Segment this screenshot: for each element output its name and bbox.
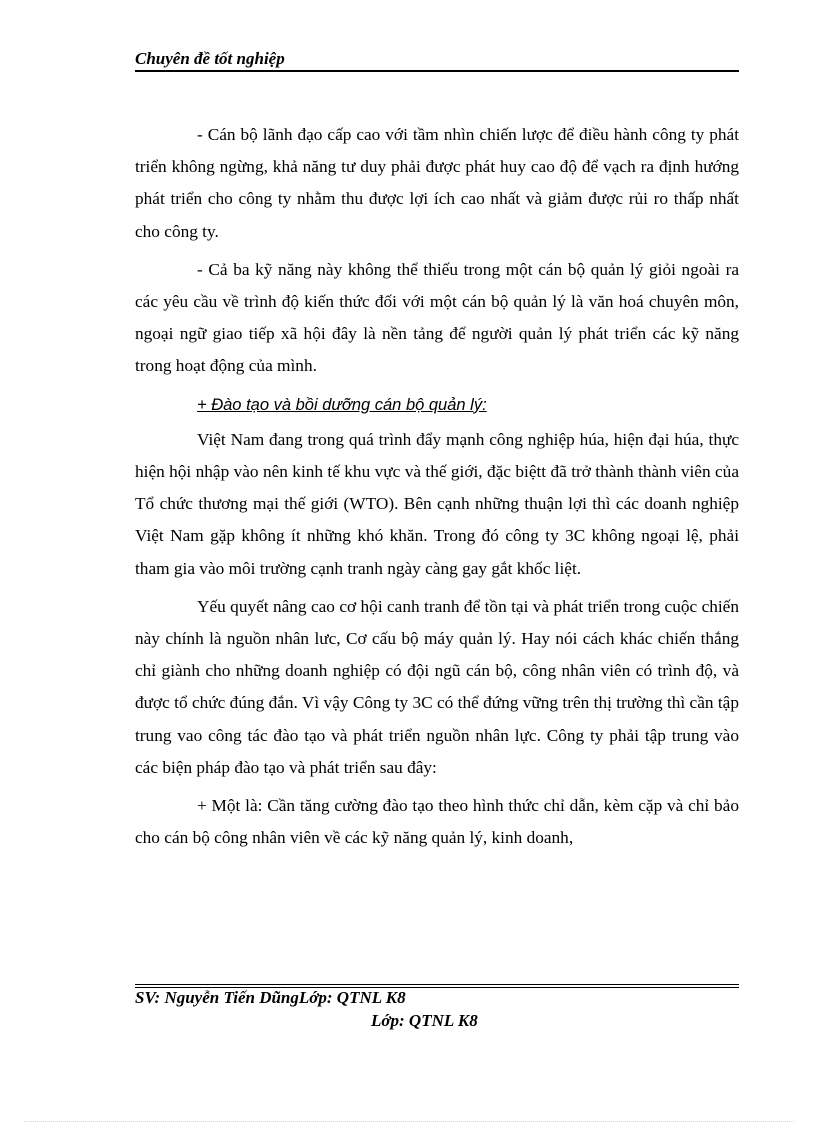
footer-student-info: SV: Nguyễn Tiến DũngLớp: QTNL K8 [135, 988, 406, 1007]
paragraph-competition: Yếu quyết nâng cao cơ hội canh tranh để tồn tại và phát triển trong cuộc chiến này chính là nguồn nhân lưc, Cơ cấu bộ máy quản lý. Hay nói cách khác chiến thắng chỉ giành cho những doanh nghiệp có đội ngũ cán bộ, công nhân viên có trình độ, và được tổ chức đúng đắn. Vì vậy Công ty 3C có thể đứng vững trên thị trường thì cần tập trung vao công tác đào tạo và phát triển nguồn nhân lực. Công ty phải tập trung vào các biện pháp đào tạo và phát triển sau đây: [135, 596, 739, 777]
paragraph-leadership: - Cán bộ lãnh đạo cấp cao với tầm nhìn chiến lược để điều hành công ty phát triển không ngừng, khả năng tư duy phải được phát huy cao độ để vạch ra định hướng phát triển cho công ty nhằm thu được lợi ích cao nhất và giảm được rủi ro thấp nhất cho công ty. [135, 125, 739, 241]
paragraph-measure-one: + Một là: Cần tăng cường đào tạo theo hình thức chỉ dẫn, kèm cặp và chỉ bảo cho cán bộ công nhân viên về các kỹ năng quản lý, kinh doanh, [135, 796, 739, 848]
paragraph-skills: - Cả ba kỹ năng này không thể thiếu trong một cán bộ quản lý giỏi ngoài ra các yêu cầu về trình độ kiến thức đối với một cán bộ quản lý là văn hoá chuyên môn, ngoại ngữ giao tiếp xã hội đây là nền tảng để người quản lý phát triển các kỹ năng trong hoạt động của mình. [135, 259, 739, 376]
page-bottom-edge [24, 1121, 794, 1122]
header-divider [135, 70, 739, 72]
page-header-title: Chuyên đề tốt nghiệp [135, 49, 285, 68]
body-text [135, 119, 739, 860]
footer-class-info: Lớp: QTNL K8 [371, 1011, 478, 1030]
section-heading-training: + Đào tạo và bồi dưỡng cán bộ quản lý: [197, 395, 487, 414]
paragraph-vietnam-integration: Việt Nam đang trong quá trình đẩy mạnh công nghiệp húa, hiện đại húa, thực hiện hội nhập vào nên kinh tế khu vực và thế giới, đặc biệtt đã trở thành thành viên của Tổ chức thương mại thế giới (WTO). Bên cạnh những thuận lợi thì các doanh nghiệp Việt Nam gặp không ít những khó khăn. Trong đó công ty 3C không ngoại lệ, phải tham gia vào môi trường cạnh tranh ngày càng gay gắt khốc liệt. [135, 429, 739, 578]
